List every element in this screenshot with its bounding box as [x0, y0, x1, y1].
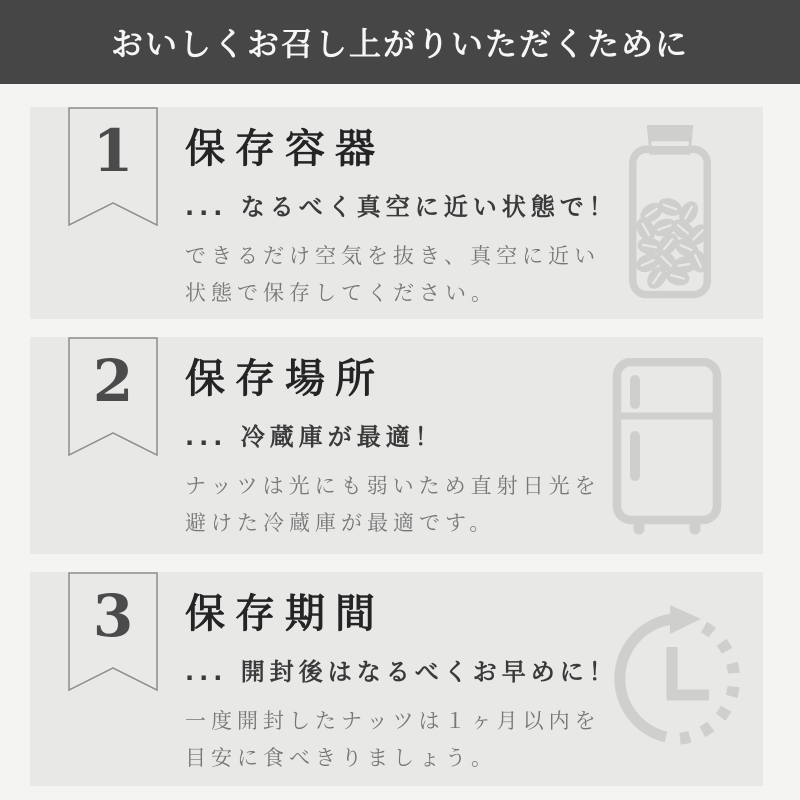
step-number-badge [68, 107, 158, 227]
clock-history-icon [600, 602, 750, 754]
section-subtitle: ... なるべく真空に近い状態で！ [185, 193, 618, 221]
step-number: 1 [92, 117, 134, 185]
page-header [0, 0, 800, 84]
jar-of-beans-icon [622, 125, 718, 302]
section-description: 一度開封したナッツは１ヶ月以内を目安に食べきりましょう。 [185, 709, 601, 770]
section-storage-container [30, 107, 763, 319]
step-number: 3 [92, 582, 134, 650]
section-description: ナッツは光にも弱いため直射日光を避けた冷蔵庫が最適です。 [185, 474, 601, 535]
section-text [185, 590, 621, 777]
section-title: 保存容器 [185, 125, 385, 172]
section-subtitle: ... 開封後はなるべくお早めに！ [185, 658, 618, 686]
section-subtitle: ... 冷蔵庫が最適！ [185, 423, 444, 451]
section-description: できるだけ空気を抜き、真空に近い状態で保存してください。 [185, 244, 601, 305]
sections-list [0, 84, 800, 786]
section-text [185, 355, 621, 542]
section-storage-period [30, 572, 763, 786]
step-number-badge [68, 337, 158, 457]
step-number-badge [68, 572, 158, 692]
page-title: おいしくお召し上がりいただくために [110, 25, 689, 63]
section-storage-location [30, 337, 763, 554]
section-title: 保存場所 [185, 355, 385, 402]
section-text [185, 125, 621, 312]
section-title: 保存期間 [185, 590, 385, 637]
refrigerator-icon [612, 358, 722, 538]
step-number: 2 [92, 347, 134, 415]
